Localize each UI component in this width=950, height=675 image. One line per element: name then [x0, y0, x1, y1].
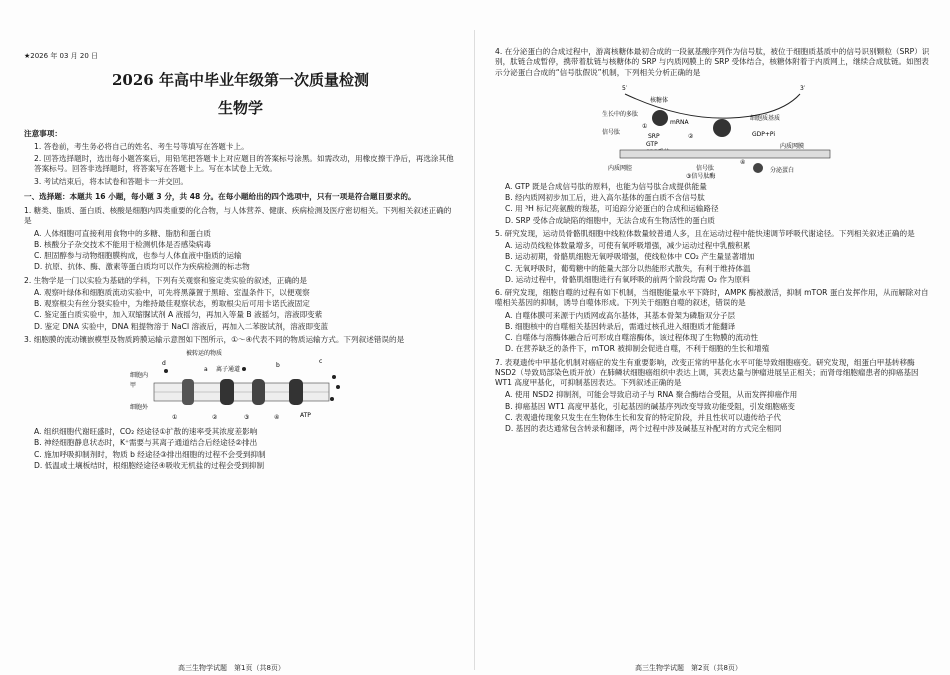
signal-peptide-figure — [600, 80, 840, 180]
figure-label-in: 细胞内 — [130, 372, 149, 379]
question-stem: 5. 研究发现，运动员骨骼肌细胞中线粒体数量较普通人多，且在运动过程中能快速调节呼吸代谢途径。下列相关叙述正确的是 — [495, 228, 915, 238]
figure-label-channel: 离子通道 — [216, 366, 241, 373]
question-stem: 2. 生物学是一门以实验为基础的学科，下列有关观察和鉴定类实验的叙述，正确的是 — [24, 275, 308, 285]
figure-label-out: 细胞外 — [130, 404, 149, 411]
question-stem: 1. 糖类、脂质、蛋白质、核酸是细胞内四类重要的化合物，与人体营养、健康、疾病检测及医疗密切相关。下列相关叙述正确的是 — [24, 206, 452, 226]
label-srp: SRP — [648, 132, 660, 140]
option-d: D. SRP 受体合成缺陷的细胞中，无法合成有生物活性的蛋白质 — [505, 215, 716, 225]
label-3prime: 3′ — [800, 84, 806, 92]
option-a: A. 组织细胞代谢旺盛时，CO₂ 经途径①扩散的速率受其浓度差影响 — [34, 427, 258, 436]
molecule-dot — [242, 367, 246, 371]
question-1 — [24, 206, 457, 273]
notice-item: 3. 考试结束后，将本试卷和答题卡一并交回。 — [34, 176, 188, 186]
label-cytosol: 细胞质基质 — [750, 114, 781, 122]
step-2: ② — [688, 132, 694, 140]
exam-date: ★2026 年 03 月 20 日 — [24, 52, 99, 60]
route-label-1: ① — [172, 414, 178, 421]
option-d: D. 抗原、抗体、酶、激素等蛋白质均可以作为疾病检测的标志物 — [34, 262, 250, 272]
option-d: D. 鉴定 DNA 实验中，DNA 粗提物溶于 NaCl 溶液后，再加入二苯胺试剂，溶液即变蓝 — [34, 321, 329, 331]
option-b: B. 神经细胞静息状态时，K⁺需要与其离子通道结合后经途径②排出 — [34, 438, 258, 448]
option-a: A. 使用 NSD2 抑制剂，可能会导致启动子与 RNA 聚合酶结合受阻，从而发挥抑癌作用 — [505, 390, 798, 400]
figure-label-transported: 被转运的物质 — [186, 350, 223, 357]
question-stem: 6. 研究发现，细胞自噬的过程有如下机制，当细胞能量水平下降时，AMPK 酶被激活，抑制 mTOR 蛋白发挥作用，从而解除对自噬相关基因的抑制，诱导自噬体形成。下列关于细胞自噬的叙述，错误的是 — [495, 288, 929, 308]
figure-label-d: d — [162, 360, 166, 367]
label-growing-peptide: 生长中的多肽 — [602, 110, 639, 118]
option-c: C. 胆固醇参与动物细胞膜构成，也参与人体血液中脂质的运输 — [34, 251, 242, 260]
molecule-dot — [332, 375, 336, 379]
option-a: A. GTP 既是合成信号肽的原料，也能为信号肽合成提供能量 — [505, 181, 707, 191]
notice-item: 2. 回答选择题时，选出每小题答案后，用铅笔把答题卡上对应题目的答案标号涂黑。如需改动，用橡皮擦干净后，再选涂其他答案标号。回答非选择题时，将答案写在答题卡上。写在本试卷上无效。 — [34, 154, 454, 174]
option-d: D. 低温或土壤板结时，根细胞经途径④吸收无机盐的过程会受到抑制 — [34, 460, 265, 470]
label-signal-peptide: 信号肽 — [602, 128, 621, 136]
exam-title: 2026 年高中毕业年级第一次质量检测 — [112, 71, 369, 89]
option-c: C. 用 ³H 标记亮氨酸的羧基，可追踪分泌蛋白的合成和运输路径 — [505, 204, 719, 214]
section-heading: 一、选择题：本题共 16 小题，每小题 3 分，共 48 分。在每小题给出的四个选项中，只有一项是符合题目要求的。 — [24, 191, 416, 201]
figure-label-b: b — [276, 362, 280, 369]
question-stem: 7. 表观遗传中甲基化机制对癌症的发生有重要影响，改变正常的甲基化水平可能导致细胞癌变。研究发现，组蛋白甲基转移酶 NSD2（导致局部染色质开放）在肺鳞状细胞癌组织中表达上调，其表达量与肿瘤进展呈正相关；而肾母细胞瘤患者的抑癌基因 WT1 高度甲基化，可抑制基因表达。下列叙述正确的是 — [495, 357, 919, 387]
question-stem: 4. 在分泌蛋白的合成过程中，游离核糖体最初合成的一段氨基酸序列作为信号肽，被位于细胞质基质中的信号识别颗粒（SRP）识别，肽链合成暂停，携带着肽链与核糖体的 SRP 与内质网膜上的 SRP 受体结合，核糖体附着于内质网上，继续合成肽链。如图表示分泌蛋白合成的“信号肽假说”机制，下列相关分析正确的是 — [495, 47, 930, 77]
label-ribosome: 核糖体 — [650, 96, 669, 104]
molecule-dot — [336, 385, 340, 389]
question-stem: 3. 细胞膜的流动镶嵌模型及物质跨膜运输示意图如下图所示，①～④代表不同的物质运输方式。下列叙述错误的是 — [24, 334, 405, 344]
page-footer-left: 高三生物学试题 第1页（共8页） — [178, 663, 285, 672]
option-c: C. 自噬体与溶酶体融合后可形成自噬溶酶体，该过程体现了生物膜的流动性 — [505, 333, 759, 342]
er-membrane-band — [620, 150, 830, 158]
question-6 — [495, 288, 932, 355]
question-7 — [495, 358, 932, 435]
figure-label-c: c — [319, 358, 323, 365]
route-label-2: ② — [212, 414, 218, 421]
option-b: B. 观察根尖有丝分裂实验中，为维持最佳观察状态，剪取根尖后可用卡诺氏液固定 — [34, 299, 310, 308]
route-label-4: ④ — [274, 414, 280, 421]
option-a: A. 运动员线粒体数量增多，可使有氧呼吸增强，减少运动过程中乳酸积累 — [505, 241, 751, 250]
option-a: A. 观察叶绿体和细胞质流动实验中，可先将黑藻置于黑暗、室温条件下，以便观察 — [34, 287, 310, 297]
question-3 — [24, 335, 457, 471]
route-label-3: ③ — [244, 414, 250, 421]
label-5prime: 5′ — [622, 84, 628, 92]
notice-heading: 注意事项： — [24, 128, 62, 138]
protein-carrier-3 — [252, 379, 265, 405]
option-c: C. 鉴定蛋白质实验中，加入双缩脲试剂 A 液摇匀，再加入等量 B 液摇匀，溶液即变紫 — [34, 310, 323, 320]
page-2 — [475, 0, 950, 675]
label-secreted: 分泌蛋白 — [770, 166, 795, 174]
option-a: A. 自噬体膜可来源于内质网或高尔基体，其基本骨架为磷脂双分子层 — [505, 310, 736, 320]
label-mrna: mRNA — [670, 118, 689, 126]
figure-label-a: a — [204, 366, 208, 373]
page-footer-right: 高三生物学试题 第2页（共8页） — [635, 663, 742, 672]
option-b: B. 核酸分子杂交技术不能用于检测机体是否感染病毒 — [34, 239, 212, 249]
membrane-transport-figure — [124, 347, 354, 425]
ribosome-2 — [713, 119, 731, 137]
option-b: B. 抑癌基因 WT1 高度甲基化，引起基因的碱基序列改变导致功能受阻，引发细胞癌变 — [505, 401, 796, 411]
secreted-protein-blob — [753, 163, 763, 173]
option-d: D. 在营养缺乏的条件下，mTOR 被抑制会促进自噬，不利于细胞的生长和增殖 — [505, 344, 770, 354]
step-1: ① — [642, 122, 648, 130]
label-peptidase: ③信号肽酶 — [686, 172, 716, 180]
label-gtp: GTP — [646, 140, 658, 148]
label-er-membrane: 内质网膜 — [780, 142, 805, 150]
option-c: C. 施加呼吸抑制剂时，物质 b 经途径③排出细胞的过程不会受到抑制 — [34, 449, 266, 459]
step-4: ④ — [740, 158, 746, 166]
notice-item: 1. 答卷前，考生务必将自己的姓名、考生号等填写在答题卡上。 — [34, 141, 249, 151]
option-a: A. 人体细胞可直接利用食物中的多糖、脂肪和蛋白质 — [34, 228, 211, 238]
label-signal-peptide-2: 信号肽 — [696, 164, 715, 172]
figure-label-atp: ATP — [300, 412, 311, 419]
option-c: C. 无氧呼吸时，葡萄糖中的能量大部分以热能形式散失，有利于维持体温 — [505, 263, 751, 273]
option-b: B. 运动初期，骨骼肌细胞无氧呼吸增强，使线粒体中 CO₂ 产生量显著增加 — [505, 252, 755, 262]
label-er-lumen: 内质网腔 — [608, 164, 633, 172]
figure-label-jia: 甲 — [130, 382, 137, 389]
molecule-dot — [330, 397, 334, 401]
exam-subject: 生物学 — [217, 99, 263, 118]
option-b: B. 细胞核中的自噬相关基因转录后，需通过核孔进入细胞质才能翻译 — [505, 321, 736, 331]
question-2 — [24, 276, 457, 332]
ribosome-1 — [652, 110, 668, 126]
protein-channel-2 — [220, 379, 234, 405]
option-c: C. 表观遗传现象只发生在生物体生长和发育的特定阶段，并且性状可以遗传给子代 — [505, 412, 781, 422]
question-5 — [495, 229, 932, 285]
option-d: D. 基因的表达通常包含转录和翻译，两个过程中涉及碱基互补配对的方式完全相同 — [505, 424, 782, 433]
protein-pump-4 — [289, 379, 303, 405]
option-d: D. 运动过程中，骨骼肌细胞进行有氧呼吸的前两个阶段均需 O₂ 作为原料 — [505, 274, 750, 284]
notice-block — [24, 129, 457, 187]
label-gdp: GDP+Pi — [752, 130, 776, 138]
molecule-dot — [164, 369, 168, 373]
protein-channel-1 — [182, 379, 194, 405]
question-4 — [495, 47, 932, 226]
option-b: B. 经内质网初步加工后，进入高尔基体的蛋白质不含信号肽 — [505, 193, 705, 202]
